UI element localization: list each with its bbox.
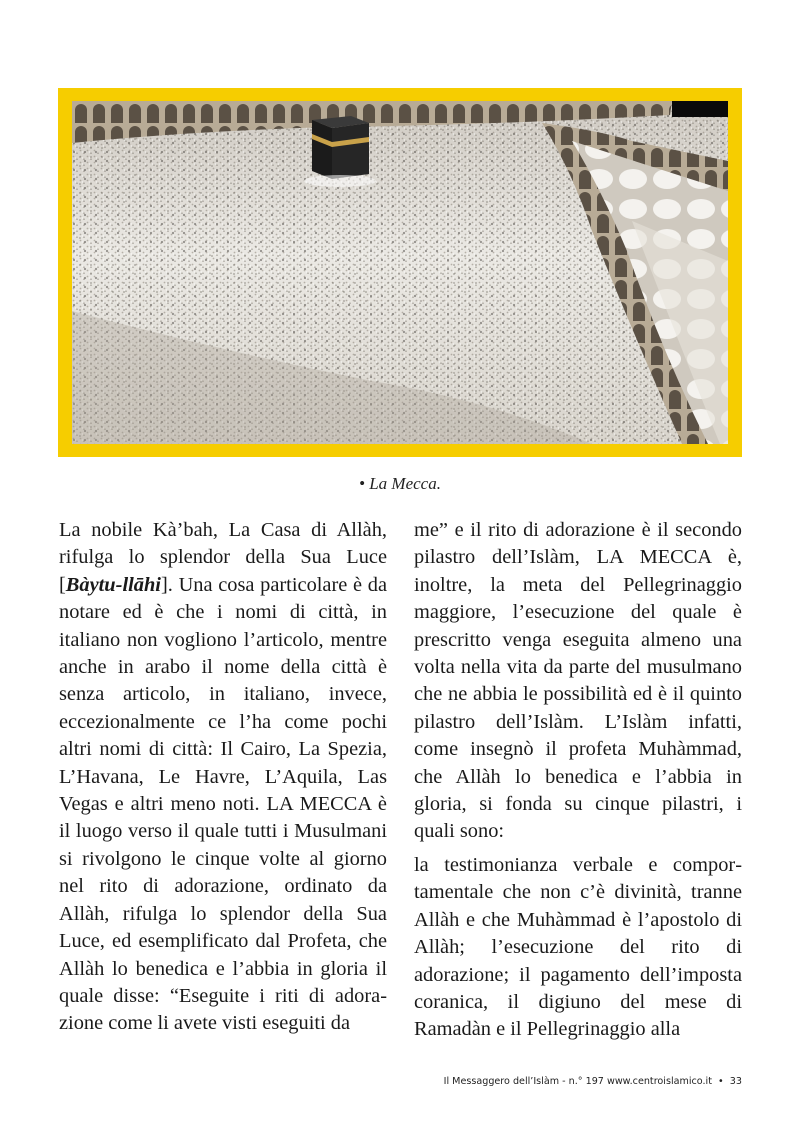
mecca-photo: [72, 101, 728, 444]
photo-frame: [58, 88, 742, 457]
website-link[interactable]: www.centroislamico.it: [606, 1076, 712, 1087]
page-footer: [444, 1076, 742, 1087]
paragraph: [59, 517, 387, 1038]
photo-caption: • La Mecca.: [359, 474, 441, 493]
magazine-name: Il Messaggero dell’Islàm - n.° 197: [443, 1076, 604, 1087]
arabic-term: Bàytu-llāhi: [65, 573, 161, 596]
article-column-right: [414, 517, 742, 1044]
paragraph: me” e il rito di adorazione è il secondo pilastro dell’Islàm, LA MECCA è, inoltre, la meta del Pellegrinaggio maggiore, l’esecuzione del quale è prescritto venga eseguita almeno una volta nella vita da parte del musulmano che ne abbia le possibilità ed è il quinto pilastro dell’Islàm. L’Islàm infatti, come insegnò il profeta Muhàmmad, che Allàh lo benedica e l’abbia in gloria, si fonda su cinque pilastri, i quali sono:: [414, 519, 742, 843]
paragraph-text: ]. Una cosa particolare è da notare ed è che i nomi di città, in italiano non vogliono l’articolo, mentre anche in arabo il nome della città è senza articolo, in italiano, invece, eccezionalmente ce l’ha come pochi altri nomi di città: Il Cairo, La Spezia, L’Havana, Le Havre, L’Aquila, Las Vegas e altri meno noti. LA MECCA è il luogo verso il quale tutti i Musulmani si rivolgono le cinque volte al giorno nel rito di adorazione, ordinato da Allàh, rifulga lo splendor della Sua Luce, ed esemplificato dal Profeta, che Allàh lo benedica e l’abbia in gloria il quale disse: “Eseguite i riti di adorazione come li avete visti eseguiti da: [59, 573, 387, 1035]
paragraph: la testimonianza verbale e comportamentale che non c’è divinità, tranne Allàh e che Muhàmmad è l’apostolo di Allàh; l’esecuzione del rito di adorazione; il pagamento dell’imposta coranica, il digiuno del mese di Ramadàn e il Pellegrinaggio alla: [414, 853, 742, 1041]
paragraph-text: La nobile Kà’bah, La Casa di Allàh, rifulga lo splendor della Sua Luce [: [59, 519, 387, 596]
page-number: 33: [729, 1076, 742, 1087]
article-column-left: [59, 517, 387, 1038]
separator: •: [718, 1076, 724, 1087]
